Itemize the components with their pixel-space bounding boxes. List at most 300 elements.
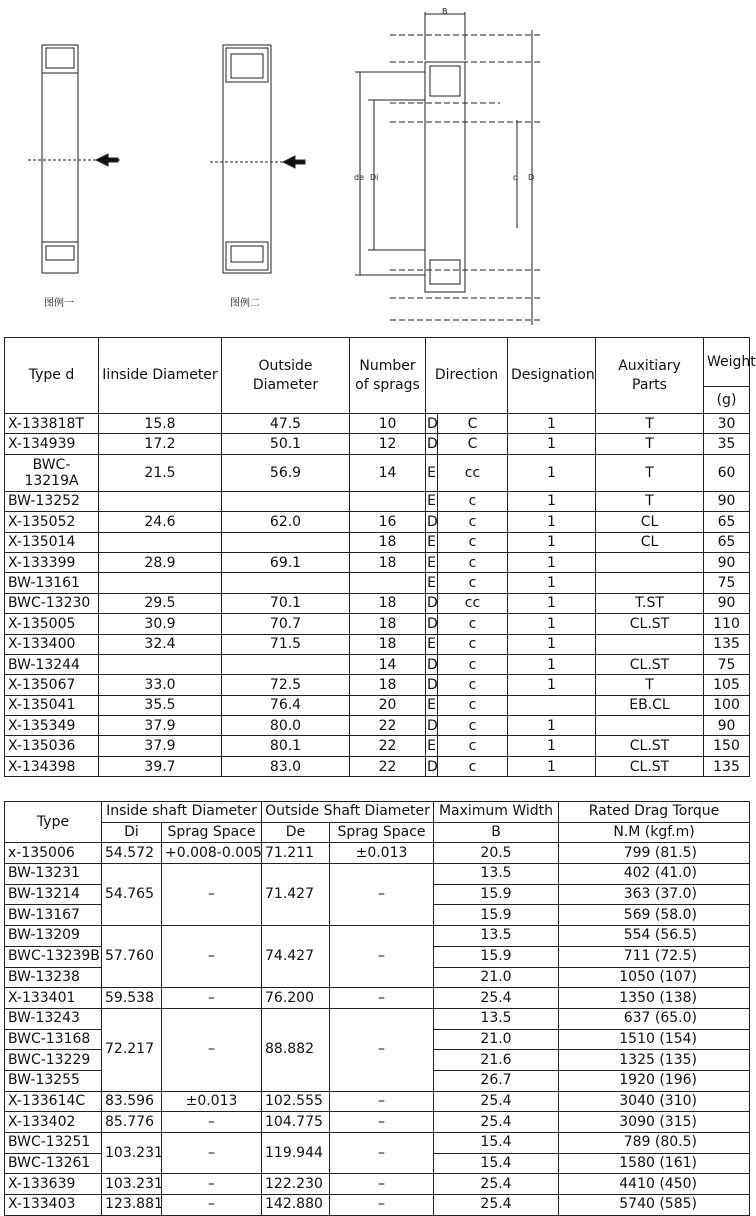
cell-w: 90	[704, 491, 750, 511]
cell-width: 21.0	[434, 967, 559, 988]
cell-aux: T	[596, 434, 704, 454]
cell-s1: –	[162, 1133, 262, 1174]
cell-aux	[596, 634, 704, 654]
cell-type: BWC-13168	[5, 1029, 102, 1050]
cell-w: 35	[704, 434, 750, 454]
cell-type: X-133639	[5, 1174, 102, 1195]
table-row	[5, 756, 750, 776]
cell-type: X-135041	[5, 695, 99, 715]
cell-torque: 1920 (196)	[559, 1070, 750, 1091]
cell-s1: –	[162, 1008, 262, 1091]
figure-1-caption: 图例一	[44, 298, 74, 309]
cell-s2: –	[330, 1008, 434, 1091]
cell-type: BW-13161	[5, 573, 99, 593]
header-designation: Designation	[508, 338, 596, 414]
table-row	[5, 675, 750, 695]
cell-torque: 711 (72.5)	[559, 946, 750, 967]
table-row	[5, 736, 750, 756]
header-type: Type d	[5, 338, 99, 414]
cell-di: 32.4	[99, 634, 222, 654]
cell-type: X-135349	[5, 716, 99, 736]
cell-torque: 5740 (585)	[559, 1195, 750, 1216]
cell-w: 135	[704, 634, 750, 654]
table-row	[5, 843, 750, 864]
cell-dir: D	[426, 434, 438, 454]
sprag-clutch-drawings	[0, 0, 750, 335]
cell-d2: cc	[438, 454, 508, 491]
table-row	[5, 614, 750, 634]
cell-w: 135	[704, 756, 750, 776]
cell-n: 18	[350, 634, 426, 654]
drag-torque-body	[5, 843, 750, 1215]
header2-unit: N.M (kgf.m)	[559, 822, 750, 843]
cell-type: BW-13209	[5, 926, 102, 947]
cell-torque: 799 (81.5)	[559, 843, 750, 864]
cell-od: 56.9	[222, 454, 350, 491]
cell-torque: 363 (37.0)	[559, 884, 750, 905]
cell-de: 76.200	[262, 988, 330, 1009]
cell-type: BWC-13261	[5, 1153, 102, 1174]
cell-type: X-133399	[5, 552, 99, 572]
cell-torque: 1580 (161)	[559, 1153, 750, 1174]
cell-od: 69.1	[222, 552, 350, 572]
cell-s1: –	[162, 1174, 262, 1195]
cell-di	[99, 532, 222, 552]
cell-width: 25.4	[434, 1195, 559, 1216]
cell-s2: –	[330, 926, 434, 988]
cell-type: X-135036	[5, 736, 99, 756]
cell-type: BWC-13229	[5, 1050, 102, 1071]
cell-d2: c	[438, 532, 508, 552]
table-row	[5, 1091, 750, 1112]
header2-outside-shaft: Outside Shaft Diameter	[262, 802, 434, 823]
cell-type: X-133614C	[5, 1091, 102, 1112]
cell-di: 103.231	[102, 1174, 162, 1195]
cell-w: 150	[704, 736, 750, 756]
cell-de: 88.882	[262, 1008, 330, 1091]
cell-d2: c	[438, 634, 508, 654]
cell-w: 90	[704, 716, 750, 736]
cell-type: X-133402	[5, 1112, 102, 1133]
cell-d2: c	[438, 573, 508, 593]
cell-di: 103.231	[102, 1133, 162, 1174]
cell-od: 80.1	[222, 736, 350, 756]
cell-n: 18	[350, 614, 426, 634]
header-auxitiary-parts: Auxitiary Parts	[596, 338, 704, 414]
cell-des: 1	[508, 675, 596, 695]
cell-des: 1	[508, 756, 596, 776]
cell-des: 1	[508, 512, 596, 532]
cell-w: 65	[704, 512, 750, 532]
cell-od: 70.1	[222, 593, 350, 613]
table-row	[5, 654, 750, 674]
cell-des: 1	[508, 552, 596, 572]
cell-di: 37.9	[99, 736, 222, 756]
cell-n: 18	[350, 675, 426, 695]
cell-di: 35.5	[99, 695, 222, 715]
header2-sprag-space-outer: Sprag Space	[330, 822, 434, 843]
table-row	[5, 1112, 750, 1133]
cell-dir: D	[426, 593, 438, 613]
cell-torque: 1350 (138)	[559, 988, 750, 1009]
cell-des: 1	[508, 593, 596, 613]
header2-sprag-space-inner: Sprag Space	[162, 822, 262, 843]
cell-w: 105	[704, 675, 750, 695]
cell-des: 1	[508, 532, 596, 552]
cell-dir: E	[426, 573, 438, 593]
cell-dir: D	[426, 512, 438, 532]
cell-od: 70.7	[222, 614, 350, 634]
cell-aux: EB.CL	[596, 695, 704, 715]
cell-de: 104.775	[262, 1112, 330, 1133]
cell-des: 1	[508, 654, 596, 674]
cell-od: 72.5	[222, 675, 350, 695]
cell-des: 1	[508, 454, 596, 491]
header-number-of-sprags: Number of sprags	[350, 338, 426, 414]
cell-type: X-135052	[5, 512, 99, 532]
table-row	[5, 552, 750, 572]
cell-type: BW-13214	[5, 884, 102, 905]
cell-aux	[596, 716, 704, 736]
cell-s2: –	[330, 1195, 434, 1216]
cell-n: 20	[350, 695, 426, 715]
cell-des: 1	[508, 573, 596, 593]
cell-type: X-133400	[5, 634, 99, 654]
cell-torque: 402 (41.0)	[559, 864, 750, 885]
cell-dir: E	[426, 491, 438, 511]
table-row	[5, 434, 750, 454]
cell-s2: –	[330, 1133, 434, 1174]
cell-width: 25.4	[434, 988, 559, 1009]
cell-type: BWC-13230	[5, 593, 99, 613]
cell-n: 14	[350, 654, 426, 674]
figure-3-drawing	[355, 12, 540, 325]
figure-2-drawing	[210, 45, 305, 273]
dim-de-label: de	[354, 173, 364, 182]
table-row	[5, 532, 750, 552]
header-outside-diameter: Outside Diameter	[222, 338, 350, 414]
cell-de: 71.427	[262, 864, 330, 926]
cell-torque: 569 (58.0)	[559, 905, 750, 926]
header2-di: Di	[102, 822, 162, 843]
cell-type: BWC-13219A	[5, 454, 99, 491]
header2-drag-torque: Rated Drag Torque	[559, 802, 750, 823]
cell-di: 37.9	[99, 716, 222, 736]
cell-n: 22	[350, 736, 426, 756]
cell-n: 22	[350, 756, 426, 776]
cell-di: 72.217	[102, 1008, 162, 1091]
cell-torque: 1050 (107)	[559, 967, 750, 988]
cell-w: 75	[704, 573, 750, 593]
cell-width: 25.4	[434, 1174, 559, 1195]
cell-aux: T	[596, 491, 704, 511]
cell-width: 15.9	[434, 884, 559, 905]
cell-n: 18	[350, 532, 426, 552]
cell-type: X-135067	[5, 675, 99, 695]
cell-aux: T	[596, 414, 704, 434]
header2-de: De	[262, 822, 330, 843]
cell-d2: c	[438, 695, 508, 715]
cell-dir: E	[426, 634, 438, 654]
cell-s1: –	[162, 864, 262, 926]
cell-di: 29.5	[99, 593, 222, 613]
cell-n	[350, 491, 426, 511]
cell-des: 1	[508, 634, 596, 654]
cell-width: 15.9	[434, 905, 559, 926]
cell-s1: ±0.013	[162, 1091, 262, 1112]
drag-torque-table	[4, 801, 750, 1216]
cell-d2: c	[438, 756, 508, 776]
cell-s1: –	[162, 988, 262, 1009]
cell-type: X-133403	[5, 1195, 102, 1216]
cell-des: 1	[508, 414, 596, 434]
cell-dir: D	[426, 675, 438, 695]
cell-di: 59.538	[102, 988, 162, 1009]
dim-b-label: B	[442, 7, 448, 16]
table-row	[5, 864, 750, 885]
cell-torque: 554 (56.5)	[559, 926, 750, 947]
cell-di	[99, 491, 222, 511]
cell-aux: CL.ST	[596, 614, 704, 634]
cell-w: 90	[704, 593, 750, 613]
header2-max-width: Maximum Width	[434, 802, 559, 823]
cell-width: 15.4	[434, 1133, 559, 1154]
cell-width: 20.5	[434, 843, 559, 864]
cell-aux: T	[596, 454, 704, 491]
cell-torque: 1510 (154)	[559, 1029, 750, 1050]
cell-type: BWC-13251	[5, 1133, 102, 1154]
cell-aux: CL.ST	[596, 736, 704, 756]
table-row	[5, 593, 750, 613]
cell-des: 1	[508, 491, 596, 511]
cell-di: 85.776	[102, 1112, 162, 1133]
table-row	[5, 512, 750, 532]
dim-d-large-label: D	[528, 173, 535, 182]
dim-di-label: Di	[370, 173, 379, 182]
cell-type: x-135006	[5, 843, 102, 864]
cell-aux: T	[596, 675, 704, 695]
cell-type: X-134939	[5, 434, 99, 454]
cell-type: BW-13244	[5, 654, 99, 674]
cell-di: 15.8	[99, 414, 222, 434]
cell-s1: –	[162, 1112, 262, 1133]
cell-type: BW-13231	[5, 864, 102, 885]
table-row	[5, 454, 750, 491]
table-row	[5, 634, 750, 654]
cell-n	[350, 573, 426, 593]
cell-type: X-133401	[5, 988, 102, 1009]
cell-type: BW-13243	[5, 1008, 102, 1029]
cell-dir: D	[426, 716, 438, 736]
cell-di: 24.6	[99, 512, 222, 532]
header-direction: Direction	[426, 338, 508, 414]
cell-di: 33.0	[99, 675, 222, 695]
cell-od: 71.5	[222, 634, 350, 654]
cell-dir: E	[426, 736, 438, 756]
cell-aux	[596, 573, 704, 593]
cell-width: 26.7	[434, 1070, 559, 1091]
cell-torque: 3040 (310)	[559, 1091, 750, 1112]
cell-torque: 789 (80.5)	[559, 1133, 750, 1154]
cell-width: 15.9	[434, 946, 559, 967]
cell-d2: c	[438, 675, 508, 695]
cell-d2: c	[438, 716, 508, 736]
figure-2-caption: 图例二	[230, 298, 260, 309]
cell-torque: 3090 (315)	[559, 1112, 750, 1133]
cell-dir: E	[426, 454, 438, 491]
cell-n: 18	[350, 552, 426, 572]
cell-type: BW-13252	[5, 491, 99, 511]
cell-od: 50.1	[222, 434, 350, 454]
cell-d2: c	[438, 614, 508, 634]
cell-aux: CL.ST	[596, 756, 704, 776]
cell-di: 54.572	[102, 843, 162, 864]
cell-d2: c	[438, 552, 508, 572]
cell-aux	[596, 552, 704, 572]
cell-di: 28.9	[99, 552, 222, 572]
cell-dir: D	[426, 414, 438, 434]
cell-n: 18	[350, 593, 426, 613]
table-row	[5, 1008, 750, 1029]
cell-aux: T.ST	[596, 593, 704, 613]
cell-torque: 1325 (135)	[559, 1050, 750, 1071]
cell-de: 122.230	[262, 1174, 330, 1195]
cell-de: 102.555	[262, 1091, 330, 1112]
sprag-spec-body	[5, 414, 750, 777]
cell-torque: 637 (65.0)	[559, 1008, 750, 1029]
cell-s1: –	[162, 926, 262, 988]
cell-d2: C	[438, 434, 508, 454]
header-weight: Weight	[704, 338, 750, 387]
cell-di: 30.9	[99, 614, 222, 634]
cell-s1: +0.008-0.005	[162, 843, 262, 864]
cell-de: 119.944	[262, 1133, 330, 1174]
cell-type: X-133818T	[5, 414, 99, 434]
cell-type: X-134398	[5, 756, 99, 776]
cell-di: 21.5	[99, 454, 222, 491]
table-row	[5, 573, 750, 593]
cell-type: BW-13238	[5, 967, 102, 988]
cell-width: 15.4	[434, 1153, 559, 1174]
cell-dir: D	[426, 614, 438, 634]
cell-aux: CL	[596, 512, 704, 532]
header2-type: Type	[5, 802, 102, 843]
cell-n: 10	[350, 414, 426, 434]
clutch-diagrams	[0, 0, 750, 335]
table-row	[5, 491, 750, 511]
figure-1-drawing	[28, 45, 120, 273]
cell-w: 30	[704, 414, 750, 434]
cell-de: 142.880	[262, 1195, 330, 1216]
cell-od: 76.4	[222, 695, 350, 715]
cell-w: 100	[704, 695, 750, 715]
cell-w: 65	[704, 532, 750, 552]
cell-od	[222, 532, 350, 552]
cell-dir: E	[426, 532, 438, 552]
cell-od: 80.0	[222, 716, 350, 736]
cell-s2: –	[330, 1112, 434, 1133]
cell-di	[99, 654, 222, 674]
table-row	[5, 926, 750, 947]
sprag-spec-table	[4, 337, 756, 777]
cell-d2: c	[438, 491, 508, 511]
cell-width: 25.4	[434, 1091, 559, 1112]
cell-d2: c	[438, 736, 508, 756]
cell-aux: CL.ST	[596, 654, 704, 674]
cell-width: 25.4	[434, 1112, 559, 1133]
cell-di: 57.760	[102, 926, 162, 988]
header-inside-diameter: Iinside Diameter	[99, 338, 222, 414]
cell-di	[99, 573, 222, 593]
cell-od	[222, 654, 350, 674]
cell-di: 39.7	[99, 756, 222, 776]
cell-d2: cc	[438, 593, 508, 613]
cell-od	[222, 573, 350, 593]
cell-dir: D	[426, 756, 438, 776]
cell-od: 47.5	[222, 414, 350, 434]
header2-b: B	[434, 822, 559, 843]
cell-torque: 4410 (450)	[559, 1174, 750, 1195]
cell-type: BWC-13239B	[5, 946, 102, 967]
header2-inside-shaft: Inside shaft Diameter	[102, 802, 262, 823]
cell-w: 110	[704, 614, 750, 634]
cell-n: 22	[350, 716, 426, 736]
header-weight-unit: (g)	[704, 387, 750, 414]
cell-w: 75	[704, 654, 750, 674]
cell-width: 13.5	[434, 926, 559, 947]
cell-de: 71.211	[262, 843, 330, 864]
cell-s1: –	[162, 1195, 262, 1216]
cell-type: X-135005	[5, 614, 99, 634]
cell-od	[222, 491, 350, 511]
cell-n: 12	[350, 434, 426, 454]
cell-di: 83.596	[102, 1091, 162, 1112]
cell-s2: –	[330, 1091, 434, 1112]
cell-aux: CL	[596, 532, 704, 552]
cell-des: 1	[508, 736, 596, 756]
cell-di: 123.881	[102, 1195, 162, 1216]
table-row	[5, 988, 750, 1009]
cell-s2: –	[330, 864, 434, 926]
cell-type: X-135014	[5, 532, 99, 552]
cell-des: 1	[508, 434, 596, 454]
cell-s2: –	[330, 988, 434, 1009]
cell-des	[508, 695, 596, 715]
cell-od: 62.0	[222, 512, 350, 532]
cell-width: 13.5	[434, 864, 559, 885]
table-row	[5, 695, 750, 715]
cell-dir: E	[426, 695, 438, 715]
cell-d2: c	[438, 512, 508, 532]
cell-des: 1	[508, 614, 596, 634]
cell-des: 1	[508, 716, 596, 736]
cell-s2: ±0.013	[330, 843, 434, 864]
dim-d-small-label: d	[513, 173, 519, 182]
table-row	[5, 414, 750, 434]
cell-width: 21.6	[434, 1050, 559, 1071]
cell-di: 17.2	[99, 434, 222, 454]
cell-dir: E	[426, 552, 438, 572]
cell-od: 83.0	[222, 756, 350, 776]
cell-width: 21.0	[434, 1029, 559, 1050]
cell-s2: –	[330, 1174, 434, 1195]
table-row	[5, 1133, 750, 1154]
cell-d2: c	[438, 654, 508, 674]
cell-di: 54.765	[102, 864, 162, 926]
table-row	[5, 716, 750, 736]
cell-d2: C	[438, 414, 508, 434]
table-row	[5, 1195, 750, 1216]
